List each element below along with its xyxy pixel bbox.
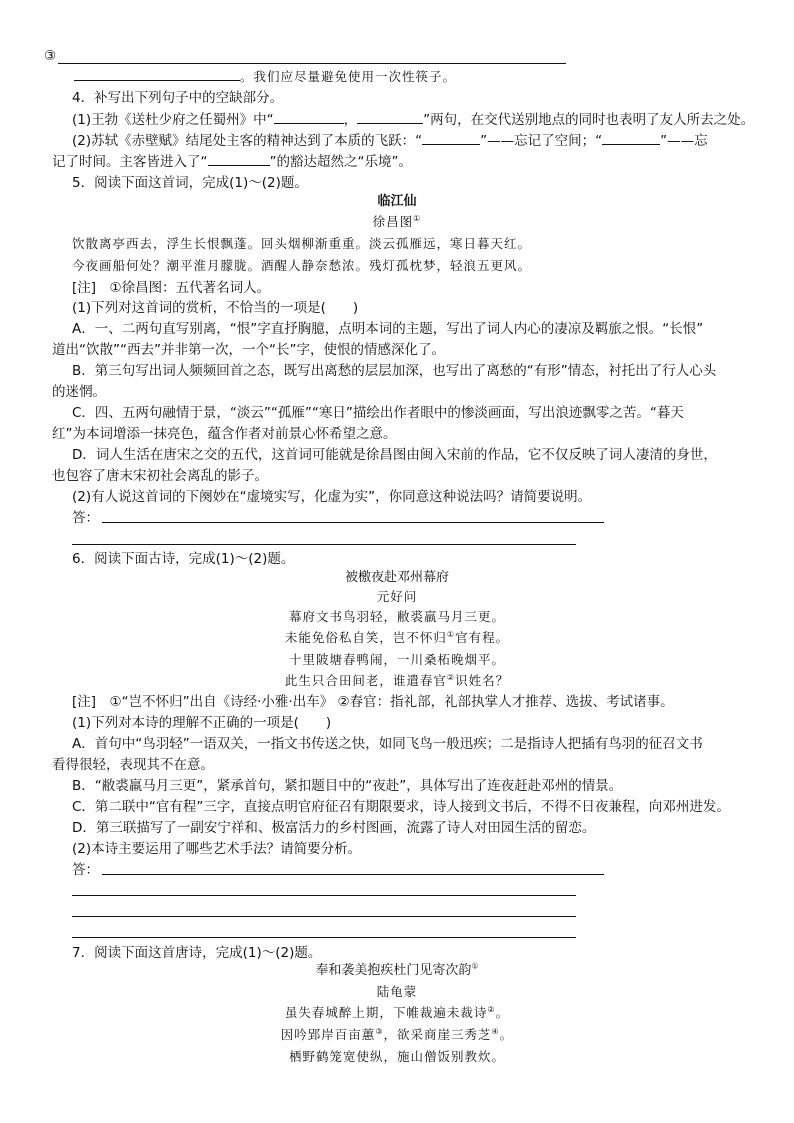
poem-verse: 饮散离亭西去，浮生长恨飘蓬。回头烟柳渐重重。淡云孤雁远，寒日暮天红。: [72, 236, 532, 251]
item-number: ③: [44, 48, 57, 64]
blank[interactable]: [74, 68, 240, 81]
poem-title: 临江仙: [377, 194, 417, 209]
poem-line: 此生只合田间老，谁遣春官②识姓名？: [284, 672, 510, 688]
answer-line[interactable]: [102, 522, 604, 523]
option-d[interactable]: D．词人生活在唐宋之交的五代，这首词可能就是徐昌图由闽入宋前的作品，它不仅反映了词人凄清的身世，: [72, 447, 717, 463]
blank[interactable]: [274, 111, 344, 124]
answer-line[interactable]: [102, 874, 604, 875]
poem-line: 栖野鹤笼宽使纵，施山僧饭别教炊。: [288, 1049, 505, 1064]
option-c[interactable]: C．第二联中“官有程”三字，直接点明官府征召有期限要求，诗人接到文书后，不得不日夜兼程，向邓州进发。: [72, 799, 730, 815]
answer-line[interactable]: [72, 544, 576, 545]
answer-line[interactable]: [72, 895, 576, 896]
option-b[interactable]: B．“敝裘羸马月三更”，紧承首句，紧扣题目中的“夜赴”，具体写出了连夜赶赴邓州的情景。: [72, 778, 623, 794]
option-d[interactable]: D．第三联描写了一副安宁祥和、极富活力的乡村图画，流露了诗人对田园生活的留恋。: [72, 820, 596, 836]
question: (2)有人说这首词的下阕妙在“虚境实写，化虚为实”，你同意这种说法吗？请简要说明。: [72, 489, 592, 505]
option-a-cont: 看得很轻，表现其不在意。: [52, 757, 214, 773]
option-a[interactable]: A．首句中“鸟羽轻”一语双关，一指文书传送之快，如同飞鸟一般迅疾；二是指诗人把插有鸟羽的征召文书: [72, 736, 703, 752]
poem-author: 陆龟蒙: [376, 984, 418, 999]
q6-heading: 6．阅读下面古诗，完成(1)～(2)题。: [72, 551, 295, 567]
poem-title: 奉和袭美抱疾杜门见寄次韵①: [315, 961, 479, 978]
footnote: [注] ①“岂不怀归”出自《诗经·小雅·出车》 ②春官：指礼部，礼部执掌人才推荐、选拔、考试诸事。: [72, 694, 674, 710]
poem-line: 未能免俗私自笑，岂不怀归①官有程。: [284, 629, 510, 645]
question: (2)本诗主要运用了哪些艺术手法？请简要分析。: [72, 841, 362, 857]
poem-line: 十里陂塘春鸭闹，一川桑柘晚烟平。: [288, 652, 505, 667]
poem-line: 因吟郢岸百亩蕙③，欲采商崖三秀芝④。: [280, 1026, 514, 1042]
poem-line: 幕府文书鸟羽轻，敝裘羸马月三更。: [288, 609, 505, 624]
answer-line[interactable]: [72, 916, 576, 917]
option-d-cont: 也包容了唐末宋初社会离乱的影子。: [52, 468, 268, 484]
answer-label: 答：: [72, 510, 99, 526]
poem-title: 被檄夜赴邓州幕府: [344, 570, 449, 585]
blank[interactable]: [422, 132, 480, 145]
q4-heading: 4．补写出下列句子中的空缺部分。: [72, 90, 284, 106]
answer-line[interactable]: [72, 937, 576, 938]
answer-label: 答：: [72, 862, 99, 878]
blank[interactable]: [602, 132, 660, 145]
q7-heading: 7．阅读下面这首唐诗，完成(1)～(2)题。: [72, 945, 322, 961]
poem-verse: 今夜画船何处？潮平淮月朦胧。酒醒人静奈愁浓。残灯孤枕梦，轻浪五更风。: [72, 258, 532, 273]
poem-line: 虽失春城醉上期，下帷裁遍未裁诗②。: [284, 1004, 510, 1020]
poem-author: 元好问: [376, 589, 418, 604]
answer-line[interactable]: [58, 63, 566, 64]
blank[interactable]: [208, 153, 270, 166]
footnote: [注] ①徐昌图：五代著名词人。: [72, 280, 271, 296]
q4-part1: (1)王勃《送杜少府之任蜀州》中“ ， ”两句，在交代送别地点的同时也表明了友人所去之处。: [72, 112, 755, 128]
answer-line-text: 。我们应尽量避免使用一次性筷子。: [74, 68, 456, 85]
option-a-cont: 道出“饮散”“西去”并非第一次，一个“长”字，使恨的情感深化了。: [52, 342, 445, 358]
option-b[interactable]: B．第三句写出词人频频回首之态，既写出离愁的层层加深，也写出了离愁的“有形”情态，衬托出了行人心头: [72, 363, 717, 379]
option-a[interactable]: A．一、二两句直写别离，“恨”字直抒胸臆，点明本词的主题，写出了词人内心的凄凉及羁旅之恨。“长恨”: [72, 321, 704, 337]
q4-part2-cont: 记了时间。主客皆进入了“ ”的豁达超然之“乐境”。: [52, 154, 412, 170]
question: (1)下列对这首词的赏析，不恰当的一项是( ): [72, 300, 359, 316]
q5-heading: 5．阅读下面这首词，完成(1)～(2)题。: [72, 175, 308, 191]
option-c[interactable]: C．四、五两句融情于景，“淡云”“孤雁”“寒日”描绘出作者眼中的惨淡画面，写出浪迹飘零之苦。“暮天: [72, 405, 684, 421]
question: (1)下列对本诗的理解不正确的一项是( ): [72, 715, 332, 731]
option-b-cont: 的迷惘。: [52, 384, 106, 400]
option-c-cont: 红”为本词增添一抹亮色，蕴含作者对前景心怀希望之意。: [52, 426, 397, 442]
blank[interactable]: [357, 111, 423, 124]
q4-part2: (2)苏轼《赤壁赋》结尾处主客的精神达到了本质的飞跃：“ ”——忘记了空间；“ ”——忘: [72, 133, 708, 149]
poem-author: 徐昌图①: [372, 213, 422, 229]
